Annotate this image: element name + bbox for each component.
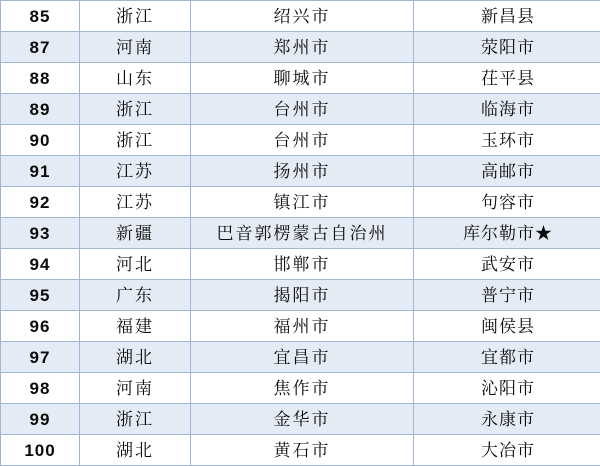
cell-county-text: 武安市 <box>414 256 600 273</box>
cell-county <box>414 1 600 32</box>
cell-province <box>80 94 191 125</box>
cell-rank-text: 90 <box>1 132 79 149</box>
cell-province <box>80 63 191 94</box>
cell-province-text: 浙江 <box>80 101 190 118</box>
cell-rank-text: 89 <box>1 101 79 118</box>
cell-city <box>191 373 414 404</box>
cell-province <box>80 435 191 466</box>
cell-city <box>191 125 414 156</box>
cell-rank-text: 100 <box>1 442 79 459</box>
cell-rank <box>1 342 80 373</box>
cell-province <box>80 249 191 280</box>
cell-city <box>191 187 414 218</box>
cell-city <box>191 249 414 280</box>
cell-county-text: 普宁市 <box>414 287 600 304</box>
cell-county-text: 沁阳市 <box>414 380 600 397</box>
cell-city-text: 扬州市 <box>191 163 413 180</box>
cell-rank-text: 99 <box>1 411 79 428</box>
cell-rank-text: 97 <box>1 349 79 366</box>
cell-county <box>414 218 600 249</box>
cell-rank <box>1 156 80 187</box>
cell-province <box>80 373 191 404</box>
cell-province <box>80 32 191 63</box>
cell-province <box>80 156 191 187</box>
cell-city <box>191 218 414 249</box>
cell-province <box>80 218 191 249</box>
cell-city-text: 聊城市 <box>191 70 413 87</box>
cell-city <box>191 94 414 125</box>
cell-county-text: 宜都市 <box>414 349 600 366</box>
cell-city-text: 台州市 <box>191 101 413 118</box>
cell-rank-text: 98 <box>1 380 79 397</box>
cell-county-text: 茌平县 <box>414 70 600 87</box>
cell-county <box>414 342 600 373</box>
cell-city <box>191 156 414 187</box>
cell-rank <box>1 280 80 311</box>
table-row <box>1 249 600 280</box>
cell-province <box>80 187 191 218</box>
cell-rank <box>1 311 80 342</box>
cell-city <box>191 342 414 373</box>
cell-province <box>80 404 191 435</box>
table-row <box>1 218 600 249</box>
cell-city-text: 黄石市 <box>191 442 413 459</box>
table-row <box>1 125 600 156</box>
cell-province <box>80 342 191 373</box>
cell-province-text: 湖北 <box>80 442 190 459</box>
cell-province-text: 河北 <box>80 256 190 273</box>
cell-province-text: 河南 <box>80 39 190 56</box>
cell-rank <box>1 187 80 218</box>
cell-county <box>414 125 600 156</box>
cell-province-text: 江苏 <box>80 163 190 180</box>
cell-province-text: 广东 <box>80 287 190 304</box>
table-row <box>1 404 600 435</box>
cell-rank <box>1 435 80 466</box>
cell-rank-text: 92 <box>1 194 79 211</box>
cell-county <box>414 311 600 342</box>
cell-province-text: 浙江 <box>80 411 190 428</box>
table-row <box>1 94 600 125</box>
cell-county <box>414 187 600 218</box>
cell-county <box>414 280 600 311</box>
cell-city-text: 台州市 <box>191 132 413 149</box>
cell-county-text: 永康市 <box>414 411 600 428</box>
table-row <box>1 311 600 342</box>
cell-rank <box>1 125 80 156</box>
cell-county <box>414 63 600 94</box>
cell-rank <box>1 373 80 404</box>
cell-city <box>191 63 414 94</box>
cell-county <box>414 435 600 466</box>
cell-rank <box>1 94 80 125</box>
cell-county-text: 高邮市 <box>414 163 600 180</box>
cell-county <box>414 249 600 280</box>
cell-county-text: 玉环市 <box>414 132 600 149</box>
cell-province-text: 湖北 <box>80 349 190 366</box>
cell-city <box>191 280 414 311</box>
cell-county-text: 荥阳市 <box>414 39 600 56</box>
cell-county <box>414 373 600 404</box>
cell-city-text: 绍兴市 <box>191 8 413 25</box>
cell-city-text: 巴音郭楞蒙古自治州 <box>191 225 413 242</box>
table-row <box>1 156 600 187</box>
cell-rank-text: 93 <box>1 225 79 242</box>
cell-rank <box>1 1 80 32</box>
cell-city <box>191 32 414 63</box>
cell-province-text: 浙江 <box>80 8 190 25</box>
cell-city-text: 揭阳市 <box>191 287 413 304</box>
cell-province-text: 浙江 <box>80 132 190 149</box>
table-row <box>1 32 600 63</box>
cell-province <box>80 1 191 32</box>
cell-city-text: 郑州市 <box>191 39 413 56</box>
cell-province-text: 新疆 <box>80 225 190 242</box>
table-body <box>1 1 600 466</box>
cell-city <box>191 1 414 32</box>
cell-province-text: 福建 <box>80 318 190 335</box>
cell-city-text: 福州市 <box>191 318 413 335</box>
table-row <box>1 63 600 94</box>
cell-city-text: 焦作市 <box>191 380 413 397</box>
cell-rank <box>1 63 80 94</box>
cell-province <box>80 311 191 342</box>
cell-province-text: 河南 <box>80 380 190 397</box>
cell-county-text: 闽侯县 <box>414 318 600 335</box>
cell-rank-text: 91 <box>1 163 79 180</box>
cell-province <box>80 125 191 156</box>
cell-county <box>414 32 600 63</box>
cell-county-text: 临海市 <box>414 101 600 118</box>
cell-city-text: 宜昌市 <box>191 349 413 366</box>
cell-county <box>414 156 600 187</box>
cell-rank-text: 88 <box>1 70 79 87</box>
table-row <box>1 435 600 466</box>
table-row <box>1 373 600 404</box>
cell-rank <box>1 249 80 280</box>
table-row <box>1 187 600 218</box>
cell-city <box>191 435 414 466</box>
cell-rank-text: 85 <box>1 8 79 25</box>
cell-county-text: 库尔勒市★ <box>414 225 600 242</box>
cell-rank <box>1 32 80 63</box>
cell-province <box>80 280 191 311</box>
cell-county-text: 大冶市 <box>414 442 600 459</box>
cell-city-text: 邯郸市 <box>191 256 413 273</box>
cell-county <box>414 404 600 435</box>
table-row <box>1 1 600 32</box>
table-row <box>1 280 600 311</box>
cell-rank <box>1 218 80 249</box>
cell-city-text: 镇江市 <box>191 194 413 211</box>
cell-rank-text: 95 <box>1 287 79 304</box>
cell-province-text: 江苏 <box>80 194 190 211</box>
table-row <box>1 342 600 373</box>
cell-rank-text: 94 <box>1 256 79 273</box>
cell-county <box>414 94 600 125</box>
cell-county-text: 句容市 <box>414 194 600 211</box>
cell-city <box>191 404 414 435</box>
cell-city-text: 金华市 <box>191 411 413 428</box>
cell-province-text: 山东 <box>80 70 190 87</box>
cell-rank-text: 96 <box>1 318 79 335</box>
cell-city <box>191 311 414 342</box>
cell-rank-text: 87 <box>1 39 79 56</box>
cell-rank <box>1 404 80 435</box>
cell-county-text: 新昌县 <box>414 8 600 25</box>
